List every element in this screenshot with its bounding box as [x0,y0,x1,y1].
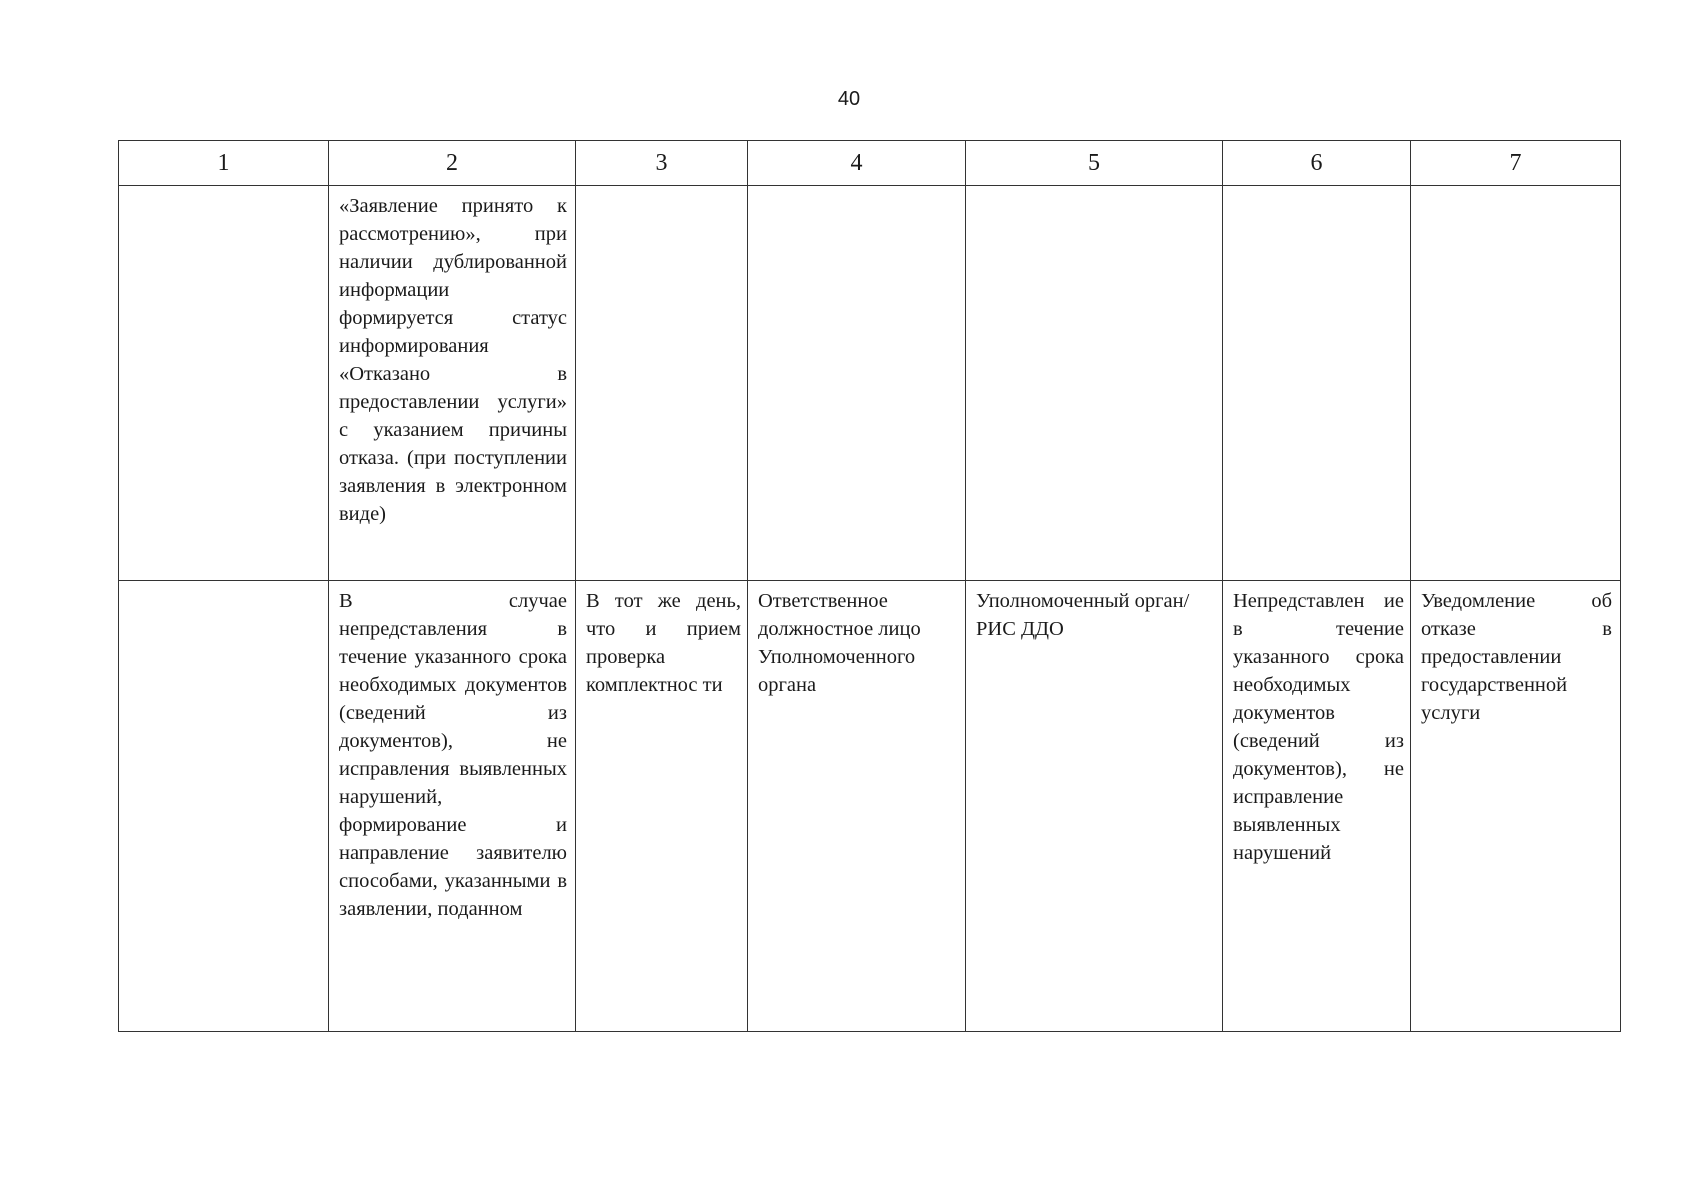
table-cell [1411,186,1621,581]
table-cell [1223,186,1411,581]
column-header: 3 [576,141,748,186]
table-cell [576,186,748,581]
table-cell [748,186,966,581]
column-header: 6 [1223,141,1411,186]
column-header: 5 [966,141,1223,186]
column-header: 4 [748,141,966,186]
table-cell [119,581,329,1032]
table-cell: Непредставлен ие в течение указанного срока необходимых документов (сведений из документов), не исправление выявленных нарушений [1223,581,1411,1032]
table-row [119,581,1621,1032]
table-cell: Ответственное должностное лицо Уполномоченного органа [748,581,966,1032]
table-cell: В случае непредставления в течение указанного срока необходимых документов (сведений из документов), не исправления выявленных нарушений, формирование и направление заявителю способами, указанными в заявлении, поданном [329,581,576,1032]
column-header: 7 [1411,141,1621,186]
table-cell [119,186,329,581]
column-header: 1 [119,141,329,186]
table-cell: Уведомление об отказе в предоставлении государственной услуги [1411,581,1621,1032]
table-row [119,186,1621,581]
table-cell: В тот же день, что и прием проверка комплектнос ти [576,581,748,1032]
table-cell: «Заявление принято к рассмотрению», при наличии дублированной информации формируется статус информирования «Отказано в предоставлении услуги» с указанием причины отказа. (при поступлении заявления в электронном виде) [329,186,576,581]
column-header: 2 [329,141,576,186]
table-cell: Уполномоченный орган/РИС ДДО [966,581,1223,1032]
procedure-table [118,140,1621,1032]
table-cell [966,186,1223,581]
page-number: 40 [837,88,861,110]
table-header-row [119,141,1621,186]
